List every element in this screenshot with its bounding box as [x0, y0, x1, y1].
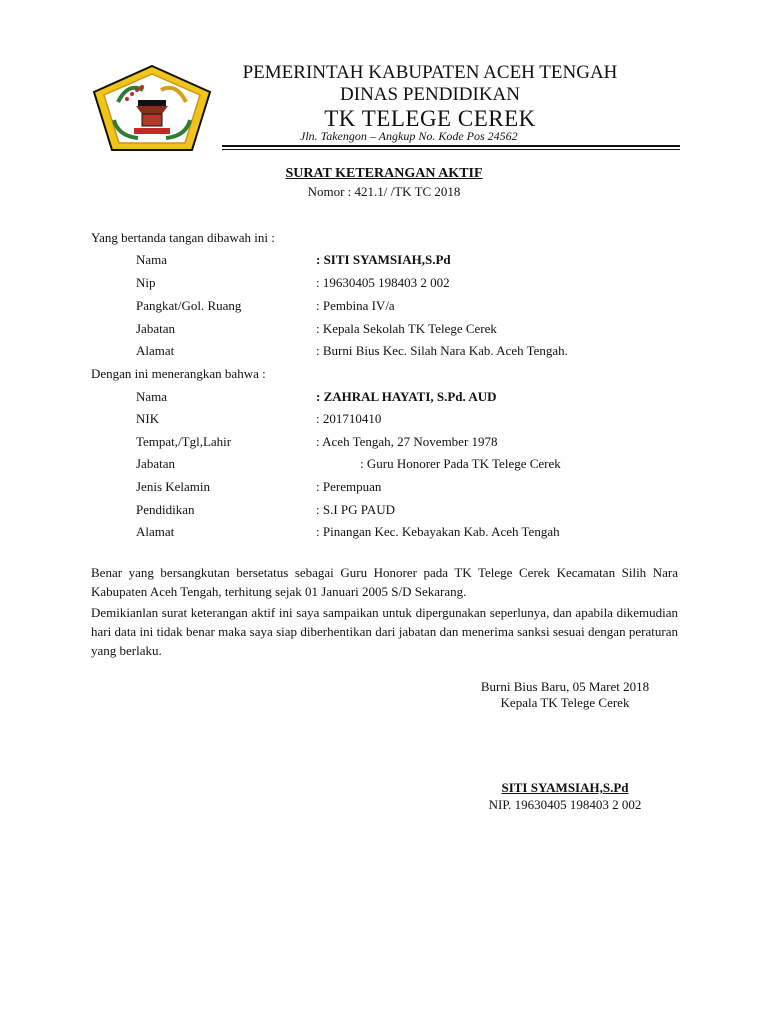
signature-name: SITI SYAMSIAH,S.Pd: [501, 780, 629, 795]
signer-label: Alamat: [136, 343, 175, 358]
subject-label: Tempat,/Tgl,Lahir: [136, 434, 232, 449]
subject-value: : Aceh Tengah, 27 November 1978: [316, 434, 498, 449]
header-rule-thin: [222, 149, 680, 150]
header-rule-thick: [222, 145, 680, 147]
intro-subject: Dengan ini menerangkan bahwa :: [91, 366, 266, 381]
header-government: PEMERINTAH KABUPATEN ACEH TENGAH: [242, 62, 618, 83]
subject-value: : Perempuan: [316, 479, 382, 494]
letter-title: [0, 166, 768, 182]
subject-value: : 201710410: [316, 411, 382, 426]
header-address: Jln. Takengon – Angkup No. Kode Pos 24562: [300, 129, 518, 143]
signer-value: : Pembina IV/a: [316, 298, 395, 313]
body-paragraph-closing: Demikianlan surat keterangan aktif ini saya sampaikan untuk dipergunakan seperlunya, dan apabila dikemudian hari data ini tidak benar maka saya siap diberhentikan dari jabatan dan menerima sanksi sesuai dengan peraturan yang berlaku.: [91, 605, 678, 658]
subject-label: NIK: [136, 411, 160, 426]
subject-label: Pendidikan: [136, 502, 195, 517]
signer-label: Nip: [136, 275, 156, 290]
subject-label: Jabatan: [136, 456, 175, 471]
subject-label: Alamat: [136, 524, 175, 539]
government-emblem-logo: [88, 62, 216, 154]
intro-signer: Yang bertanda tangan dibawah ini :: [91, 230, 275, 245]
subject-label: Nama: [136, 389, 168, 404]
signature-place-date: Burni Bius Baru, 05 Maret 2018: [480, 679, 650, 694]
signer-label: Jabatan: [136, 321, 175, 336]
subject-value: : Pinangan Kec. Kebayakan Kab. Aceh Tengah: [316, 524, 560, 539]
body-paragraph-status: Benar yang bersangkutan bersetatus sebagai Guru Honorer pada TK Telege Cerek Kecamatan Silih Nara Kabupaten Aceh Tengah, terhitung sejak 01 Januari 2005 S/D Sekarang.: [91, 565, 678, 599]
signer-label: Pangkat/Gol. Ruang: [136, 298, 242, 313]
signature-nip: NIP. 19630405 198403 2 002: [488, 797, 642, 812]
signer-value: : 19630405 198403 2 002: [316, 275, 450, 290]
letter-title-text: SURAT KETERANGAN AKTIF: [285, 166, 483, 181]
signer-value: : Burni Bius Kec. Silah Nara Kab. Aceh Tengah.: [316, 343, 568, 358]
letter-number: Nomor : 421.1/ /TK TC 2018: [307, 184, 461, 199]
subject-value: : Guru Honorer Pada TK Telege Cerek: [360, 456, 561, 471]
signer-value: : SITI SYAMSIAH,S.Pd: [316, 252, 451, 267]
subject-value: : ZAHRAL HAYATI, S.Pd. AUD: [316, 389, 497, 404]
subject-label: Jenis Kelamin: [136, 479, 211, 494]
header-department: DINAS PENDIDIKAN: [340, 84, 520, 105]
signer-label: Nama: [136, 252, 168, 267]
signature-position: Kepala TK Telege Cerek: [500, 695, 630, 710]
header-school-name: TK TELEGE CEREK: [324, 106, 536, 131]
signer-value: : Kepala Sekolah TK Telege Cerek: [316, 321, 497, 336]
subject-value: : S.I PG PAUD: [316, 502, 395, 517]
